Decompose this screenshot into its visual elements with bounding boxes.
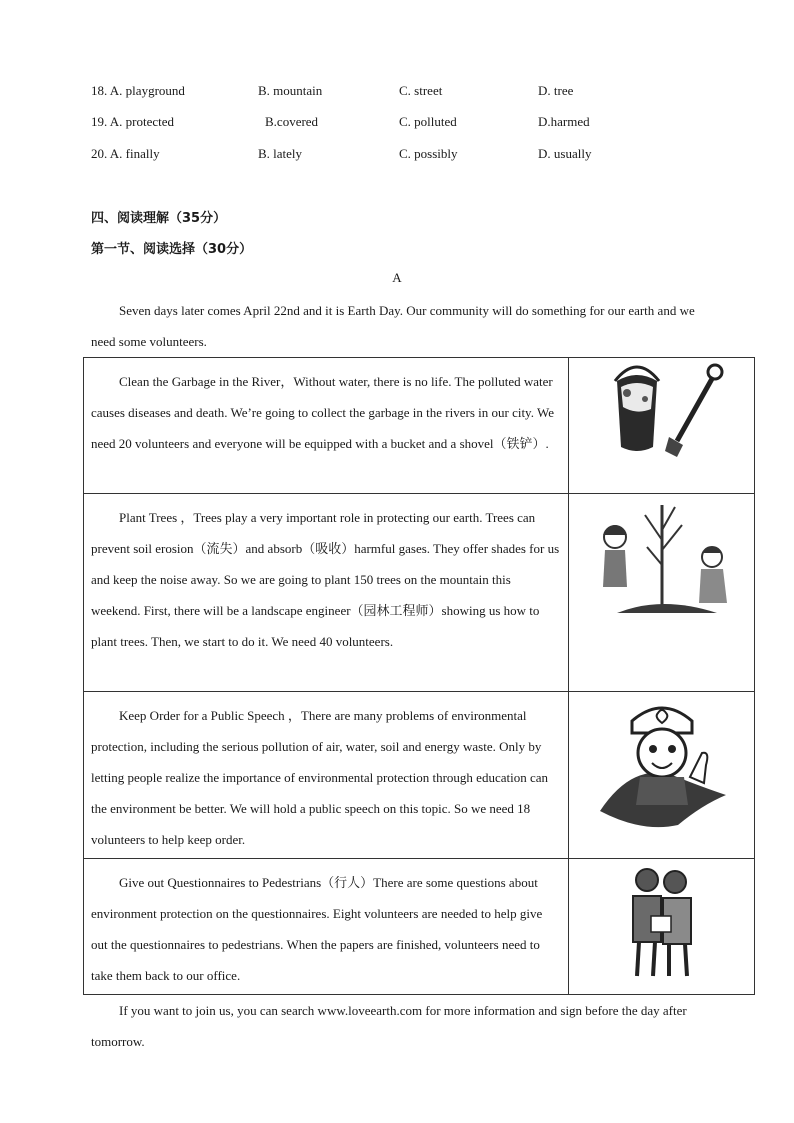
option-row-19 <box>91 114 711 134</box>
thumbs-up-kid-icon <box>569 692 755 859</box>
subsection-title: 第一节、阅读选择（30分） <box>91 242 253 257</box>
option-d: D. tree <box>538 83 574 98</box>
activity-row-public-speech <box>84 692 755 859</box>
activity-text: Plant Trees ，Trees play a very important role in protecting our earth. Trees can prevent soil erosion（流失）and absorb（吸收）harmful gases. They offer shades for us and keep the noise away. So we are going to plant 150 trees on the mountain this weekend. First, there will be a landscape engineer（园林工程师）showing us how to plant trees. Then, we start to do it. We need 40 volunteers. <box>84 494 569 692</box>
activity-text: Give out Questionnaires to Pedestrians（行人）There are some questions about environment protection on the questionnaires. Eight volunteers are needed to help give out the questionnaires to pedestrians. When the papers are finished, volunteers need to take them back to our office. <box>84 859 569 995</box>
two-people-icon <box>569 859 755 995</box>
option-a: 19. A. protected <box>91 114 175 129</box>
option-b: B.covered <box>265 114 319 129</box>
volunteer-activities-table <box>83 357 755 995</box>
option-b: B. lately <box>258 146 303 161</box>
activity-text: Keep Order for a Public Speech ，There are many problems of environmental protection, including the serious pollution of air, water, soil and energy waste. Only by letting people realize the importance of environmental protection through education can the environment be better. We will hold a public speech on this topic. So we need 18 volunteers to help keep order. <box>84 692 569 859</box>
option-c: C. possibly <box>399 146 458 161</box>
option-row-18 <box>91 83 711 103</box>
option-d: D.harmed <box>538 114 590 129</box>
option-d: D. usually <box>538 146 592 161</box>
bucket-shovel-icon <box>569 358 755 494</box>
option-c: C. street <box>399 83 443 98</box>
option-a: 18. A. playground <box>91 83 185 98</box>
option-c: C. polluted <box>399 114 457 129</box>
intro-paragraph: Seven days later comes April 22nd and it is Earth Day. Our community will do something for our earth and we need some volunteers. <box>91 303 695 349</box>
activity-text: Clean the Garbage in the River，Without water, there is no life. The polluted water causes diseases and death. We’re going to collect the garbage in the rivers in our city. We need 20 volunteers and everyone will be equipped with a bucket and a shovel（铁铲）. <box>84 358 569 494</box>
closing-paragraph: If you want to join us, you can search www.loveearth.com for more information and sign before the day after tomorrow. <box>91 1003 687 1049</box>
option-row-20 <box>91 146 711 166</box>
tree-planting-icon <box>569 494 755 692</box>
activity-row-questionnaires <box>84 859 755 995</box>
section-title: 四、阅读理解（35分） <box>91 211 227 226</box>
option-b: B. mountain <box>258 83 323 98</box>
activity-row-plant-trees <box>84 494 755 692</box>
passage-letter: A <box>392 270 402 285</box>
activity-row-clean-river <box>84 358 755 494</box>
option-a: 20. A. finally <box>91 146 160 161</box>
